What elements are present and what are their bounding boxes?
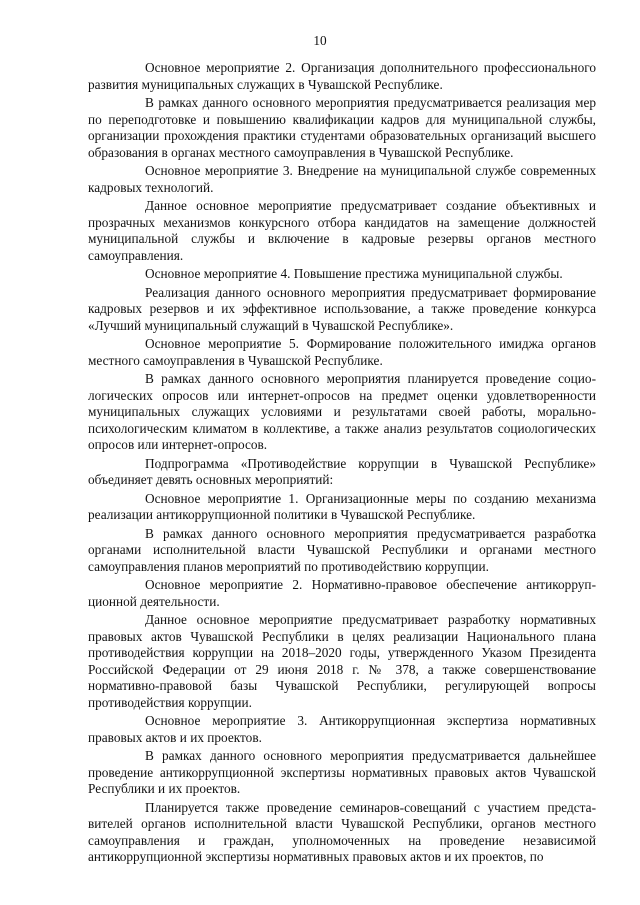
- paragraph: Основное мероприятие 1. Организационные меры по созданию механизма реализации антикоррупционной политики в Чувашской Республике.: [88, 490, 596, 522]
- paragraph: Планируется также проведение семинаров-совещаний с участием представителей органов исполнительной власти Чувашской Республики, органов местного самоуправления и граждан, уполномоченных на проведение независимой антикоррупционной экспертизы нормативных правовых актов и их проектов, по: [88, 799, 596, 864]
- paragraph: Основное мероприятие 2. Организация дополнительного профессионального развития муниципальных служащих в Чувашской Республике.: [88, 60, 596, 92]
- paragraph: Данное основное мероприятие предусматривает создание объективных и прозрачных механизмов конкурсного отбора кандидатов на замещение должностей муниципальной службы и включение в кадровые резервы органов местного самоуправления.: [88, 198, 596, 263]
- paragraph: Основное мероприятие 5. Формирование положительного имиджа органов местного самоуправления в Чувашской Республике.: [88, 336, 596, 368]
- paragraph: Данное основное мероприятие предусматривает разработку нормативных правовых актов Чувашской Республики в целях реализации Национального плана противодействия коррупции на 2018–2020 годы, утвержденного Указом Президента Российской Федерации от 29 июня 2018 г. № 378, а также совершенствование нормативно-правовой базы Чувашской Республики, регулирующей вопросы противодействия коррупции.: [88, 612, 596, 710]
- paragraph: Подпрограмма «Противодействие коррупции в Чувашской Республике» объединяет девять основных мероприятий:: [88, 455, 596, 487]
- paragraph: Основное мероприятие 3. Внедрение на муниципальной службе современных кадровых технологий.: [88, 163, 596, 195]
- paragraph: Реализация данного основного мероприятия предусматривает формирование кадровых резервов и их эффективное использование, а также проведение конкурса «Лучший муниципальный служащий в Чувашской Республике».: [88, 284, 596, 333]
- paragraph: В рамках данного основного мероприятия планируется проведение социологических опросов или интернет-опросов на предмет оценки удовлетворенности муниципальных служащих условиями и результатами своей работы, морально-психологическим климатом в коллективе, а также анализ результатов социологических опросов или интернет-опросов.: [88, 371, 596, 452]
- paragraph: Основное мероприятие 2. Нормативно-правовое обеспечение антикоррупционной деятельности.: [88, 577, 596, 609]
- paragraph: В рамках данного основного мероприятия предусматривается реализация мер по переподготовке и повышению квалификации кадров для муниципальной службы, организации прохождения практики студентами образовательных организаций высшего образования в органах местного самоуправления в Чувашской Республике.: [88, 95, 596, 160]
- paragraph: В рамках данного основного мероприятия предусматривается разработка органами исполнительной власти Чувашской Республики и органами местного самоуправления планов мероприятий по противодействию коррупции.: [88, 525, 596, 574]
- paragraph: Основное мероприятие 3. Антикоррупционная экспертиза нормативных правовых актов и их проектов.: [88, 713, 596, 745]
- page-number: 10: [313, 33, 327, 48]
- document-body: [88, 60, 596, 866]
- paragraph: Основное мероприятие 4. Повышение престижа муниципальной службы.: [145, 266, 563, 281]
- paragraph: В рамках данного основного мероприятия предусматривается дальнейшее проведение антикоррупционной экспертизы нормативных правовых актов Чувашской Республики и их проектов.: [88, 748, 596, 796]
